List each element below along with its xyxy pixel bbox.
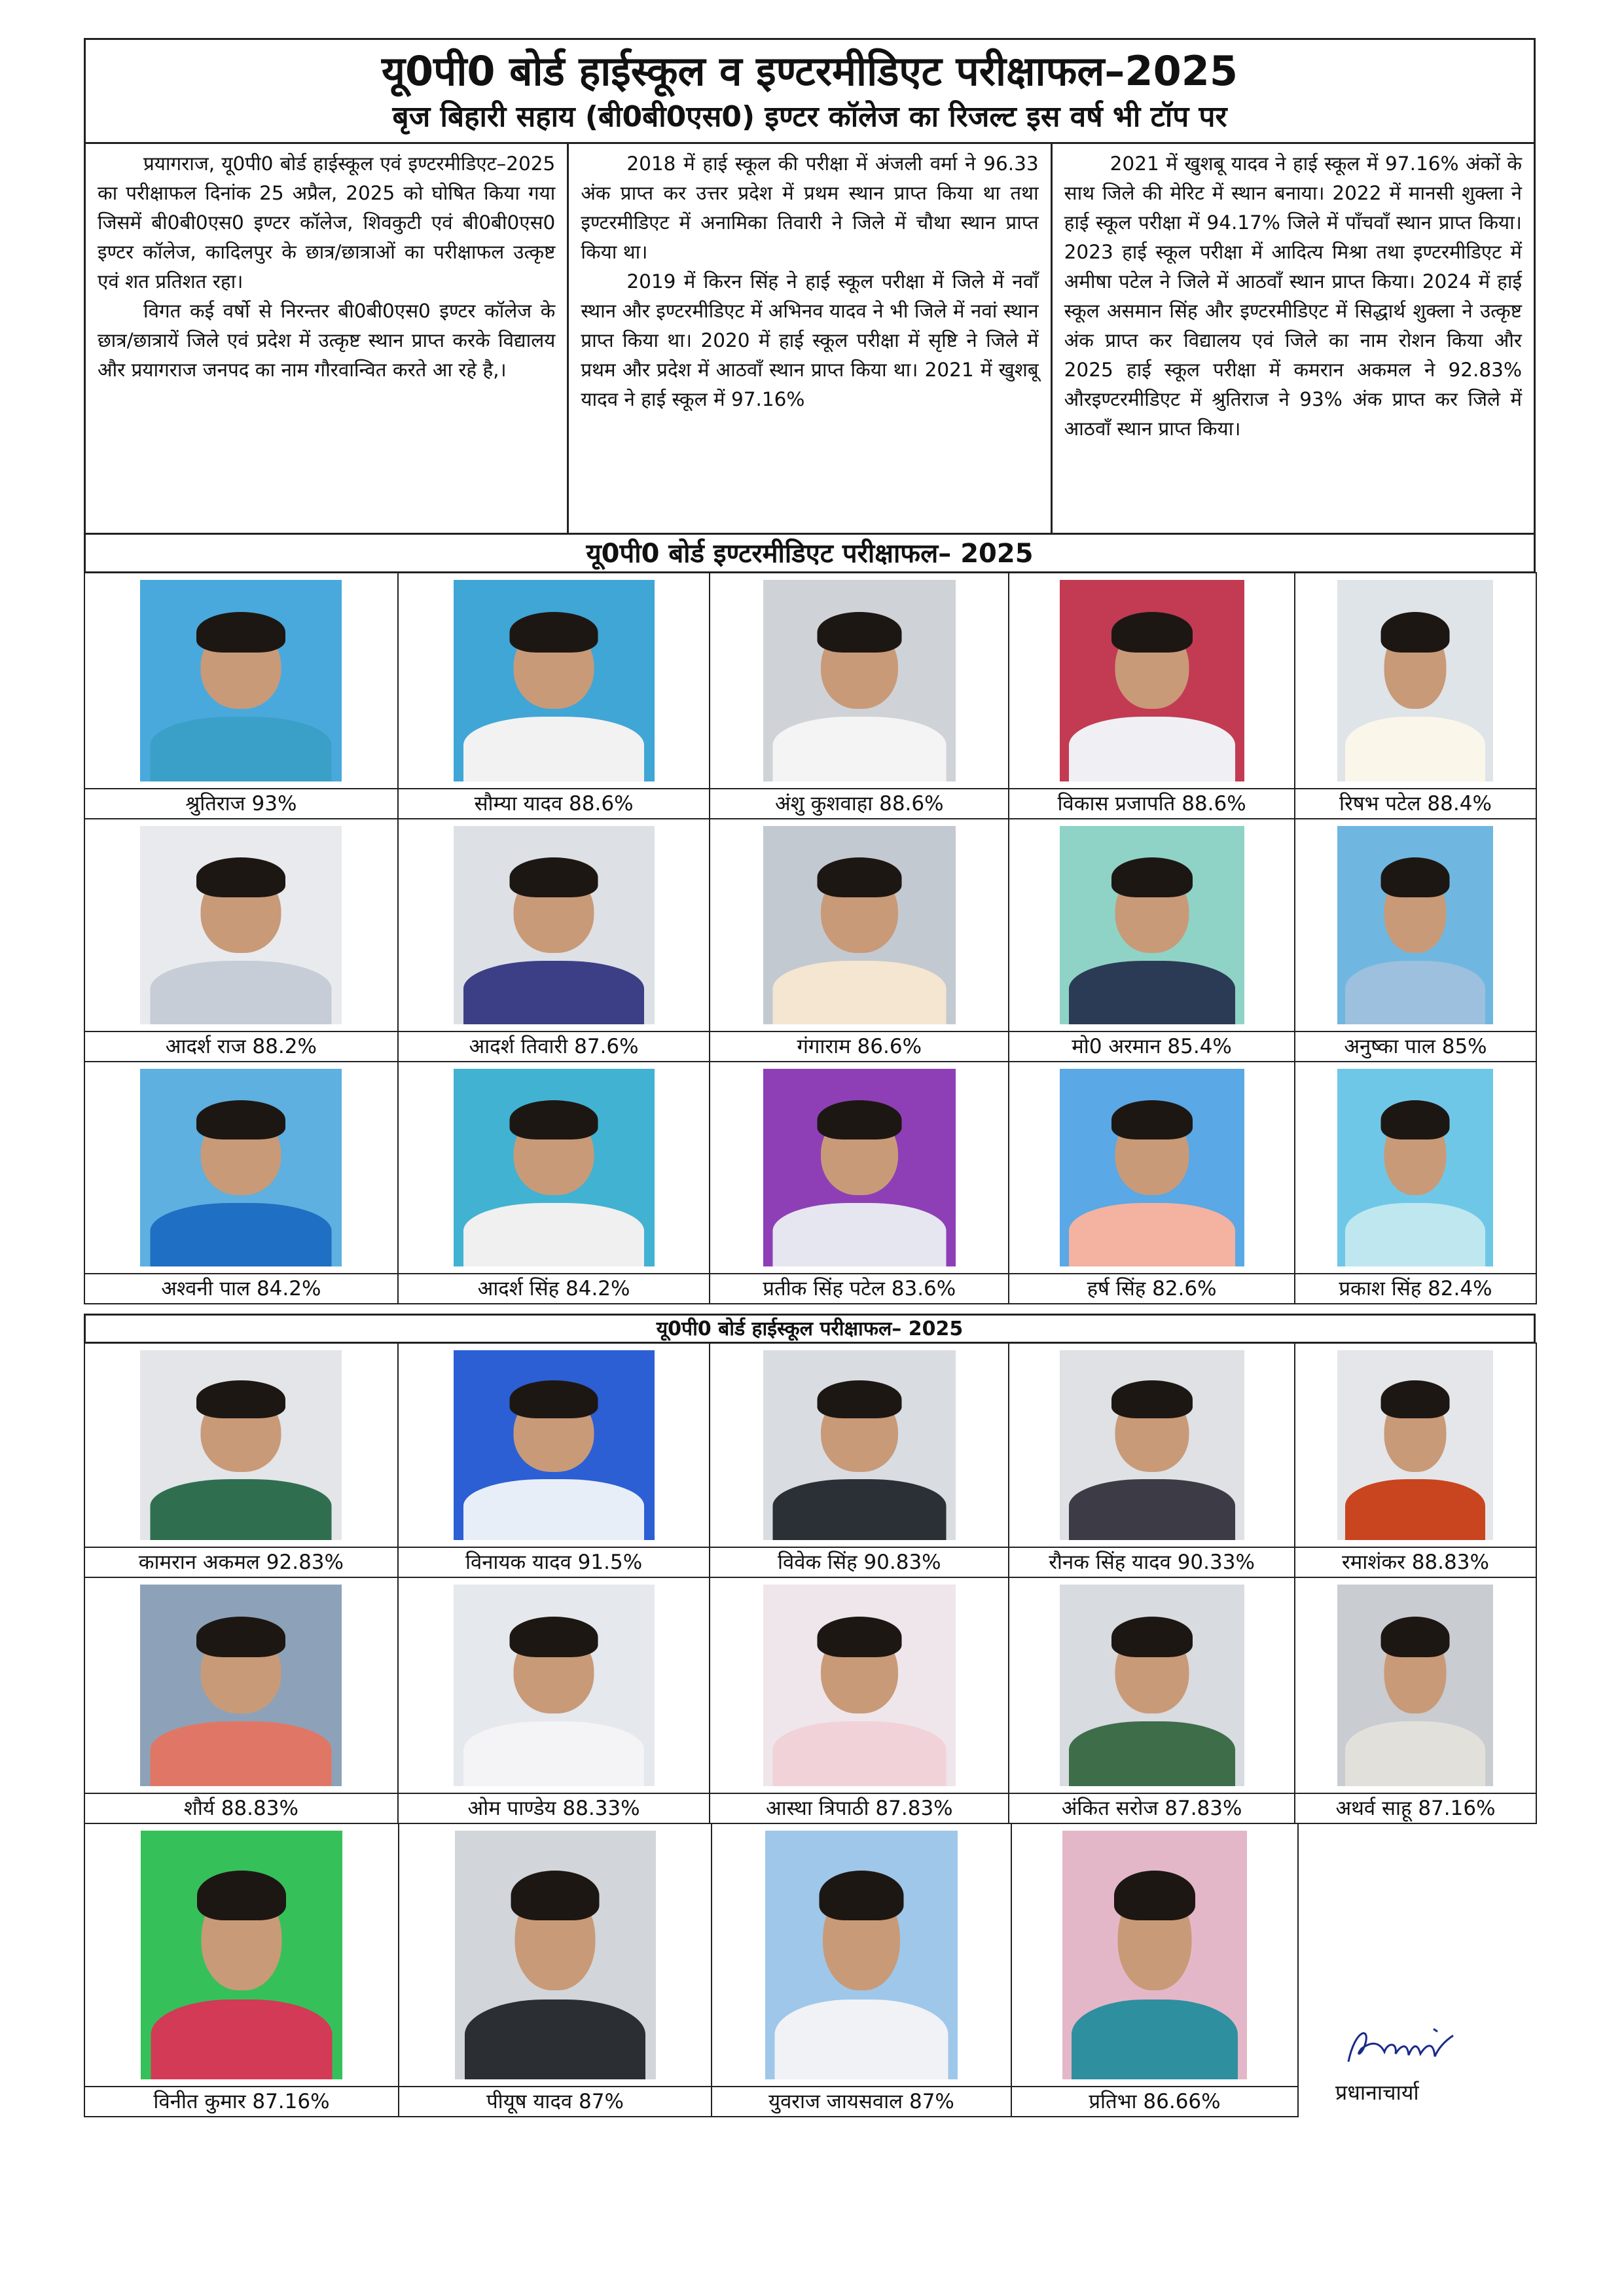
student-photo-area [1009, 1062, 1294, 1273]
student-photo [140, 580, 342, 781]
student-score: 92.83% [259, 1551, 344, 1574]
student-name: युवराज जायसवाल [768, 2090, 903, 2113]
student-photo-area [1012, 1824, 1297, 2086]
student-photo-area [85, 1578, 397, 1793]
student-score: 88.6% [1175, 792, 1246, 816]
student-score: 90.33% [1170, 1551, 1255, 1574]
student-photo-area [1009, 1344, 1294, 1547]
student-score: 87.16% [1411, 1797, 1496, 1820]
student-name: रौनक सिंह यादव [1049, 1551, 1171, 1574]
student-caption [1009, 1031, 1294, 1061]
student-photo-area [712, 1824, 1011, 2086]
student-photo [1062, 1831, 1247, 2079]
student-photo-area [710, 573, 1008, 788]
student-card [397, 1342, 711, 1578]
student-card [1294, 1342, 1537, 1578]
article-col-2 [569, 144, 1052, 533]
article-col-3 [1053, 144, 1534, 533]
article-paragraph: 2021 में खुशबू यादव ने हाई स्कूल में 97.16% अंकों के साथ जिले की मेरिट में स्थान बनाया। 2022 में मानसी शुक्ला ने हाई स्कूल परीक्षा में 94.17% जिले में पाँचवाँ स्थान प्राप्त किया। 2023 हाई स्कूल परीक्षा में आदित्य मिश्रा तथा इण्टरमीडिएट में अमीषा पटेल ने जिले में आठवाँ स्थान प्राप्त किया। 2024 में हाई स्कूल असमान सिंह और इण्टरमीडिएट में सिद्धार्थ शुक्ला ने उत्कृष्ट अंक प्राप्त कर विद्यालय एवं जिले का नाम रोशन किया और 2025 हाई स्कूल परीक्षा में कमरान अकमल ने 92.83% औरइण्टरमीडिएट में श्रुतिराज ने 93% अंक प्राप्त कर जिले में आठवाँ स्थान प्राप्त किया। [1064, 152, 1522, 440]
student-name: अनुष्का पाल [1344, 1035, 1435, 1058]
student-score: 88.83% [214, 1797, 298, 1820]
student-caption [1295, 1031, 1536, 1061]
student-card [1008, 572, 1295, 819]
student-card [397, 1577, 711, 1824]
student-name: अश्वनी पाल [161, 1277, 251, 1300]
student-photo [1337, 1069, 1493, 1266]
student-card [1011, 1823, 1299, 2117]
student-photo [1337, 1585, 1493, 1786]
main-title: यू0पी0 बोर्ड हाईस्कूल व इण्टरमीडिएट परीक्षाफल–2025 [382, 47, 1238, 95]
student-name: पीयूष यादव [486, 2090, 573, 2113]
student-photo-area [85, 573, 397, 788]
intermediate-row [84, 572, 1536, 818]
page-header [84, 38, 1536, 144]
student-photo [1337, 826, 1493, 1024]
student-caption [399, 1031, 710, 1061]
student-photo-area [710, 1344, 1008, 1547]
student-card [1008, 1342, 1295, 1578]
student-card [709, 818, 1009, 1062]
intermediate-row [84, 818, 1536, 1061]
student-photo-area [710, 1062, 1008, 1273]
student-photo-area [85, 1062, 397, 1273]
student-photo-area [710, 1578, 1008, 1793]
student-caption [1295, 1793, 1536, 1823]
student-card [1294, 1061, 1537, 1304]
principal-signature [1335, 2016, 1486, 2075]
student-card [1008, 818, 1295, 1062]
student-name: मो0 अरमान [1072, 1035, 1161, 1058]
student-name: प्रकाश सिंह [1339, 1277, 1422, 1300]
student-photo [1337, 1350, 1493, 1540]
sub-title: बृज बिहारी सहाय (बी0बी0एस0) इण्टर कॉलेज का रिजल्ट इस वर्ष भी टॉप पर [392, 100, 1227, 134]
student-photo-area [399, 1578, 710, 1793]
student-card [84, 572, 399, 819]
student-caption [1295, 1547, 1536, 1577]
student-photo [140, 1069, 342, 1266]
student-name: गंगाराम [797, 1035, 851, 1058]
student-name: विकास प्रजापति [1057, 792, 1176, 816]
student-photo-area [1009, 573, 1294, 788]
student-name: आस्था त्रिपाठी [765, 1797, 869, 1820]
student-photo [1060, 1585, 1244, 1786]
student-photo-area [1295, 573, 1536, 788]
student-caption [1009, 1547, 1294, 1577]
highschool-photo-grid [84, 1342, 1536, 2116]
student-name: सौम्या यादव [474, 792, 563, 816]
student-caption [1295, 788, 1536, 818]
student-name: रमाशंकर [1342, 1551, 1405, 1574]
student-photo [763, 1069, 956, 1266]
student-name: रिषभ पटेल [1339, 792, 1421, 816]
student-name: प्रतिभा [1089, 2090, 1137, 2113]
article-col-1 [86, 144, 569, 533]
student-caption [85, 1793, 397, 1823]
student-score: 90.83% [857, 1551, 941, 1574]
student-photo [141, 1831, 342, 2079]
student-score: 87% [903, 2090, 954, 2113]
student-score: 87% [572, 2090, 624, 2113]
student-caption [399, 788, 710, 818]
student-card [397, 818, 711, 1062]
student-score: 88.83% [1405, 1551, 1489, 1574]
highschool-row [84, 1577, 1536, 1823]
student-card [84, 1823, 399, 2117]
student-photo [1060, 1350, 1244, 1540]
highschool-row [84, 1823, 1536, 2116]
student-photo [454, 1069, 655, 1266]
student-card [1294, 572, 1537, 819]
student-card [84, 1577, 399, 1824]
student-card [711, 1823, 1012, 2117]
student-photo [763, 1350, 956, 1540]
student-caption [399, 1273, 710, 1303]
student-caption [710, 788, 1008, 818]
student-score: 93% [245, 792, 297, 816]
student-score: 88.6% [562, 792, 634, 816]
student-caption [85, 1547, 397, 1577]
student-caption [85, 2086, 398, 2116]
student-photo [1060, 1069, 1244, 1266]
student-photo [763, 826, 956, 1024]
student-name: विनीत कुमार [153, 2090, 246, 2113]
student-caption [1009, 788, 1294, 818]
student-caption [85, 1031, 397, 1061]
student-photo-area [1295, 1344, 1536, 1547]
student-score: 87.83% [1158, 1797, 1242, 1820]
student-score: 85.4% [1161, 1035, 1232, 1058]
student-photo-area [1009, 1578, 1294, 1793]
student-caption [399, 1547, 710, 1577]
student-caption [712, 2086, 1011, 2116]
student-name: आदर्श राज [165, 1035, 246, 1058]
student-card [397, 1061, 711, 1304]
student-score: 88.2% [245, 1035, 317, 1058]
student-name: आदर्श सिंह [477, 1277, 560, 1300]
student-name: प्रतीक सिंह पटेल [763, 1277, 885, 1300]
student-card [709, 1342, 1009, 1578]
intermediate-photo-grid [84, 572, 1536, 1303]
student-photo [454, 1585, 655, 1786]
student-caption [710, 1273, 1008, 1303]
student-score: 85% [1435, 1035, 1487, 1058]
student-card [1008, 1577, 1295, 1824]
student-caption [85, 788, 397, 818]
principal-role: प्रधानाचार्या [1335, 2080, 1419, 2105]
student-card [84, 818, 399, 1062]
student-caption [399, 2086, 711, 2116]
student-photo-area [1295, 1062, 1536, 1273]
student-card [709, 1061, 1009, 1304]
student-photo-area [399, 573, 710, 788]
student-caption [710, 1793, 1008, 1823]
student-card [84, 1342, 399, 1578]
student-score: 88.6% [873, 792, 944, 816]
student-name: कामरान अकमल [138, 1551, 260, 1574]
student-caption [85, 1273, 397, 1303]
student-name: विनायक यादव [465, 1551, 571, 1574]
student-card [84, 1061, 399, 1304]
student-name: ओम पाण्डेय [467, 1797, 556, 1820]
student-photo-area [399, 1062, 710, 1273]
student-card [398, 1823, 712, 2117]
student-photo [140, 1585, 342, 1786]
student-photo [454, 1350, 655, 1540]
student-name: अंकित सरोज [1061, 1797, 1159, 1820]
student-caption [710, 1547, 1008, 1577]
student-score: 84.2% [250, 1277, 321, 1300]
article-paragraph: 2018 में हाई स्कूल की परीक्षा में अंजली वर्मा ने 96.33 अंक प्राप्त कर उत्तर प्रदेश में प्रथम स्थान प्राप्त किया था तथा इण्टरमीडिएट में अनामिका तिवारी ने जिले में चौथा स्थान प्राप्त किया था। [581, 152, 1039, 263]
student-photo [1060, 580, 1244, 781]
student-photo-area [399, 1344, 710, 1547]
student-score: 83.6% [884, 1277, 956, 1300]
student-name: हर्ष सिंह [1087, 1277, 1146, 1300]
student-score: 91.5% [571, 1551, 643, 1574]
student-name: अंशु कुशवाहा [774, 792, 873, 816]
article-columns [84, 142, 1536, 535]
student-photo [454, 826, 655, 1024]
student-score: 88.4% [1420, 792, 1492, 816]
student-card [1008, 1061, 1295, 1304]
student-photo [1337, 580, 1493, 781]
highschool-heading: यू0पी0 बोर्ड हाईस्कूल परीक्षाफल– 2025 [84, 1314, 1536, 1344]
article-paragraph: विगत कई वर्षो से निरन्तर बी0बी0एस0 इण्टर कॉलेज के छात्र/छात्रायें जिले एवं प्रदेश में उत्कृष्ट स्थान प्राप्त करके विद्यालय और प्रयागराज जनपद का नाम गौरवान्वित करते आ रहे है,। [98, 300, 556, 381]
student-score: 82.4% [1421, 1277, 1492, 1300]
student-caption [399, 1793, 710, 1823]
student-caption [710, 1031, 1008, 1061]
student-caption [1012, 2086, 1297, 2116]
student-score: 84.2% [559, 1277, 630, 1300]
student-score: 86.66% [1136, 2090, 1221, 2113]
student-photo [763, 1585, 956, 1786]
student-caption [1009, 1793, 1294, 1823]
student-photo [140, 826, 342, 1024]
student-card [709, 1577, 1009, 1824]
student-score: 82.6% [1146, 1277, 1217, 1300]
student-caption [1009, 1273, 1294, 1303]
student-name: श्रुतिराज [185, 792, 245, 816]
student-name: आदर्श तिवारी [469, 1035, 568, 1058]
student-photo-area [1295, 1578, 1536, 1793]
student-photo-area [1009, 819, 1294, 1031]
intermediate-heading: यू0पी0 बोर्ड इण्टरमीडिएट परीक्षाफल– 2025 [84, 533, 1536, 573]
student-name: अथर्व साहू [1335, 1797, 1412, 1820]
student-photo [140, 1350, 342, 1540]
student-score: 88.33% [556, 1797, 640, 1820]
student-score: 87.6% [568, 1035, 639, 1058]
student-photo [1060, 826, 1244, 1024]
article-paragraph: 2019 में किरन सिंह ने हाई स्कूल परीक्षा में जिले में नवाँ स्थान और इण्टरमीडिएट में अभिनव यादव ने भी जिले में नवां स्थान प्राप्त किया था। 2020 में हाई स्कूल परीक्षा में सृष्टि ने जिले में प्रथम और प्रदेश में आठवाँ स्थान प्राप्त किया था। 2021 में खुशबू यादव ने हाई स्कूल में 97.16% [581, 270, 1039, 410]
intermediate-row [84, 1061, 1536, 1303]
student-caption [1295, 1273, 1536, 1303]
student-photo-area [710, 819, 1008, 1031]
student-name: शौर्य [183, 1797, 215, 1820]
student-photo [454, 580, 655, 781]
student-card [709, 572, 1009, 819]
student-photo-area [399, 819, 710, 1031]
student-card [397, 572, 711, 819]
student-photo-area [399, 1824, 711, 2086]
student-name: विवेक सिंह [777, 1551, 857, 1574]
student-photo-area [85, 819, 397, 1031]
student-photo-area [1295, 819, 1536, 1031]
student-score: 87.16% [245, 2090, 330, 2113]
article-paragraph: प्रयागराज, यू0पी0 बोर्ड हाईस्कूल एवं इण्टरमीडिएट–2025 का परीक्षाफल दिनांक 25 अप्रैल, 2025 को घोषित किया गया जिसमें बी0बी0एस0 इण्टर कॉलेज, शिवकुटी एवं बी0बी0एस0 इण्टर कॉलेज, कादिलपुर के छात्र/छात्राओं का परीक्षाफल उत्कृष्ट एवं शत प्रतिशत रहा। [98, 152, 556, 293]
student-score: 87.83% [869, 1797, 953, 1820]
student-photo [765, 1831, 958, 2079]
student-photo-area [85, 1824, 398, 2086]
student-photo [455, 1831, 656, 2079]
student-card [1294, 818, 1537, 1062]
student-score: 86.6% [850, 1035, 922, 1058]
student-photo-area [85, 1344, 397, 1547]
highschool-row [84, 1342, 1536, 1577]
student-photo [763, 580, 956, 781]
student-card [1294, 1577, 1537, 1824]
